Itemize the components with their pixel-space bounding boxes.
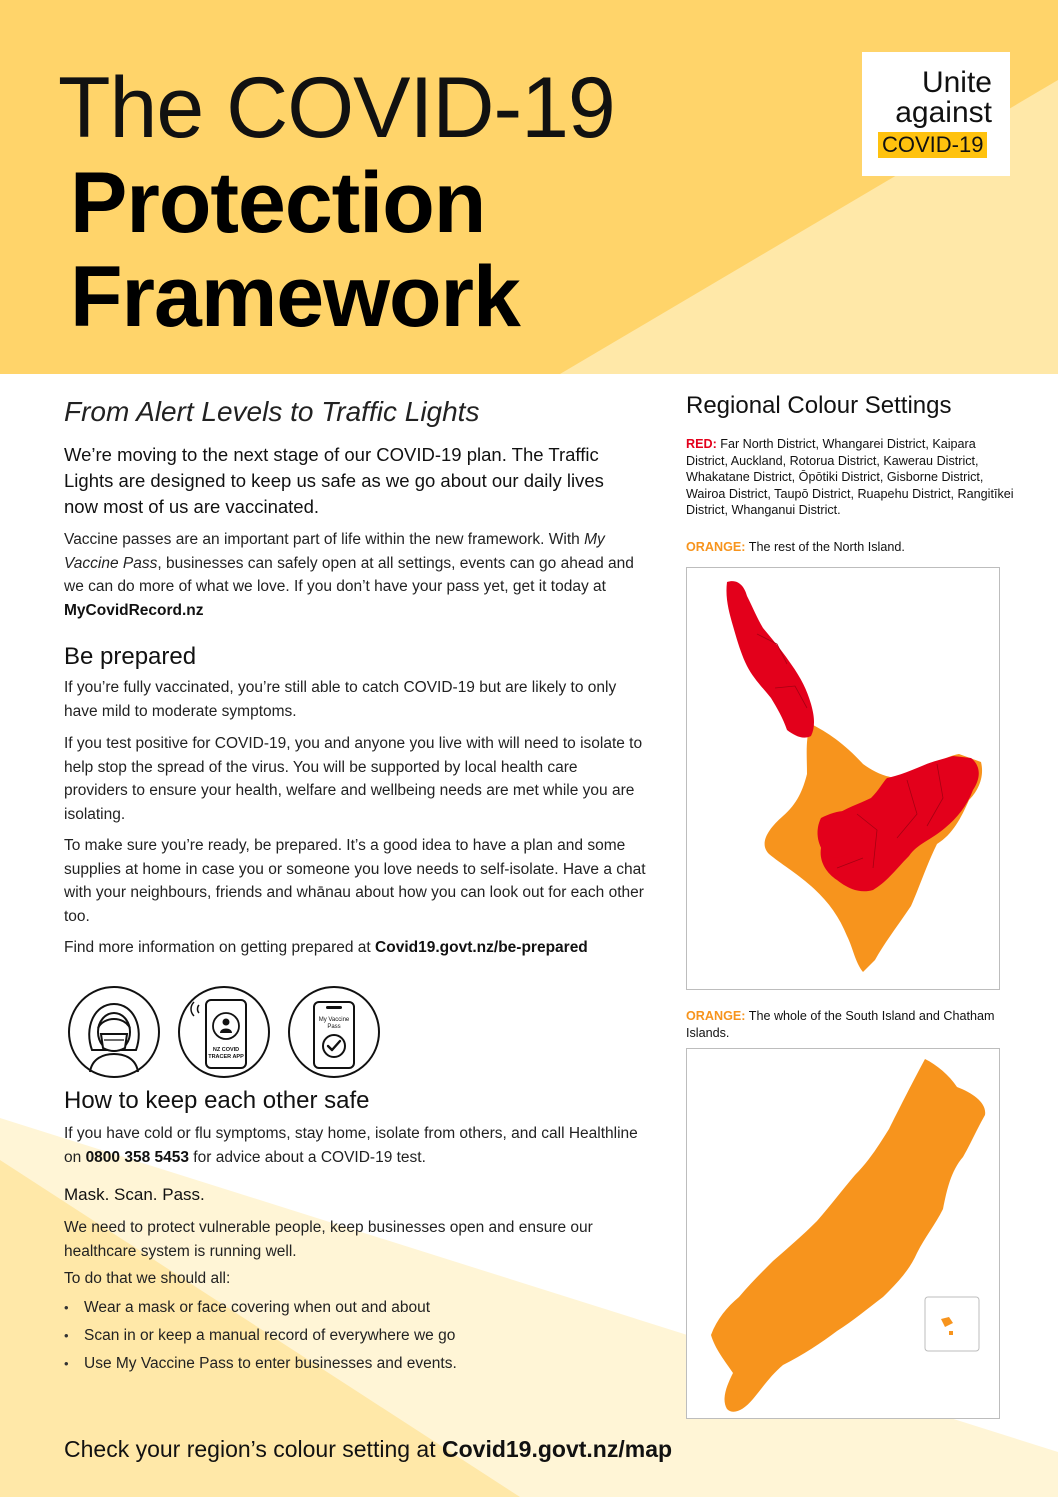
orange-south-note bbox=[686, 1008, 1006, 1041]
mask-scan-pass-heading: Mask. Scan. Pass. bbox=[64, 1185, 205, 1204]
mask-wearer-icon bbox=[68, 986, 160, 1078]
to-do-that-text: To do that we should all: bbox=[64, 1270, 231, 1287]
orange-region-south bbox=[711, 1059, 985, 1412]
healthline-end: for advice about a COVID-19 test. bbox=[189, 1148, 426, 1166]
pitt-island bbox=[949, 1331, 953, 1335]
intro-lead: We’re moving to the next stage of our COVID-19 plan. The Traffic Lights are designed to keep us safe as we go about our daily lives now most of us are vaccinated. bbox=[64, 444, 604, 517]
tracer-label-1: NZ COVID bbox=[212, 1047, 240, 1053]
be-prepared-link[interactable]: Covid19.govt.nz/be-prepared bbox=[375, 939, 588, 956]
title-line-2: Protection bbox=[70, 155, 486, 251]
section-subtitle: From Alert Levels to Traffic Lights bbox=[64, 396, 480, 427]
healthline-text: If you have cold or flu symptoms, stay home, isolate from others, and call Healthline on bbox=[64, 1125, 638, 1166]
prepared-link-text: Find more information on getting prepared at bbox=[64, 939, 376, 956]
unite-against-covid-logo bbox=[862, 52, 1010, 176]
be-prepared-heading: Be prepared bbox=[64, 643, 197, 670]
logo-line-3: COVID-19 bbox=[878, 132, 987, 158]
keep-safe-heading: How to keep each other safe bbox=[64, 1087, 370, 1114]
vaccine-pass-paragraph bbox=[64, 528, 644, 622]
list-item: • Use My Vaccine Pass to enter businesses and events. bbox=[64, 1350, 457, 1378]
actions-list bbox=[64, 1294, 457, 1378]
mycovidrecord-link[interactable]: MyCovidRecord.nz bbox=[64, 601, 204, 619]
orange-south-text: The whole of the South Island and Chatham Islands. bbox=[686, 1009, 995, 1040]
prepared-paragraph-4 bbox=[64, 936, 664, 960]
orange-label: ORANGE: bbox=[686, 540, 746, 554]
logo-line-2: against bbox=[895, 96, 992, 129]
orange-label-south: ORANGE: bbox=[686, 1009, 746, 1023]
protect-paragraph: We need to protect vulnerable people, keep businesses open and ensure our healthcare system is running well. bbox=[64, 1219, 593, 1260]
page-title bbox=[58, 60, 818, 344]
orange-north-note bbox=[686, 539, 1018, 556]
regional-heading: Regional Colour Settings bbox=[686, 392, 952, 419]
nz-covid-tracer-app-icon bbox=[178, 986, 270, 1078]
orange-north-text: The rest of the North Island. bbox=[745, 540, 905, 554]
healthline-phone[interactable]: 0800 358 5453 bbox=[85, 1148, 189, 1166]
red-label: RED: bbox=[686, 437, 717, 451]
red-regions: Far North District, Whangarei District, Kaipara District, Auckland, Rotorua District, Kawerau District, Whakatane District, Ōpōtiki District, Gisborne District, Wairoa District, Taupō District, Ruapehu District, Rangitīkei District, Whanganui District. bbox=[686, 437, 1014, 517]
logo-line-1: Unite bbox=[921, 66, 992, 99]
pass-text-2: , businesses can safely open at all settings, events can go ahead and we can do more of what we love. If you don’t have your pass yet, get it today at bbox=[64, 554, 634, 595]
footer-cta bbox=[64, 1436, 672, 1463]
pass-text-1: Vaccine passes are an important part of life within the new framework. With bbox=[64, 531, 585, 548]
title-line-1: The COVID-19 bbox=[58, 60, 615, 156]
title-line-3: Framework bbox=[70, 249, 520, 345]
keep-safe-paragraph bbox=[64, 1122, 644, 1169]
pass-emphasis: My Vaccine Pass bbox=[64, 531, 605, 572]
pass-label-1: My Vaccine bbox=[318, 1017, 350, 1023]
chatham-islands-inset bbox=[925, 1297, 979, 1351]
prepared-paragraph-1: If you’re fully vaccinated, you’re still able to catch COVID-19 but are likely to only have mild to moderate symptoms. bbox=[64, 679, 617, 720]
north-island-map bbox=[686, 567, 1000, 990]
south-island-map bbox=[686, 1048, 1000, 1419]
list-item: • Scan in or keep a manual record of everywhere we go bbox=[64, 1322, 457, 1350]
red-region-northland bbox=[726, 581, 814, 738]
tracer-label-2: TRACER APP bbox=[208, 1054, 244, 1060]
footer-text: Check your region’s colour setting at bbox=[64, 1436, 442, 1462]
pass-label-2: Pass bbox=[327, 1024, 341, 1030]
list-item: • Wear a mask or face covering when out and about bbox=[64, 1294, 457, 1322]
prepared-paragraph-3: To make sure you’re ready, be prepared. It’s a good idea to have a plan and some supplies at home in case you or someone you love needs to self-isolate. Have a chat with your neighbours, friends and whānau about how you can look out for each other too. bbox=[64, 837, 646, 925]
red-settings-note bbox=[686, 436, 1018, 519]
my-vaccine-pass-icon bbox=[288, 986, 380, 1078]
prepared-paragraph-2: If you test positive for COVID-19, you and anyone you live with will need to isolate to help stop the spread of the virus. You will be supported by local health care providers to ensure your health, welfare and wellbeing needs are met while you are isolating. bbox=[64, 735, 643, 823]
map-link[interactable]: Covid19.govt.nz/map bbox=[442, 1436, 673, 1462]
